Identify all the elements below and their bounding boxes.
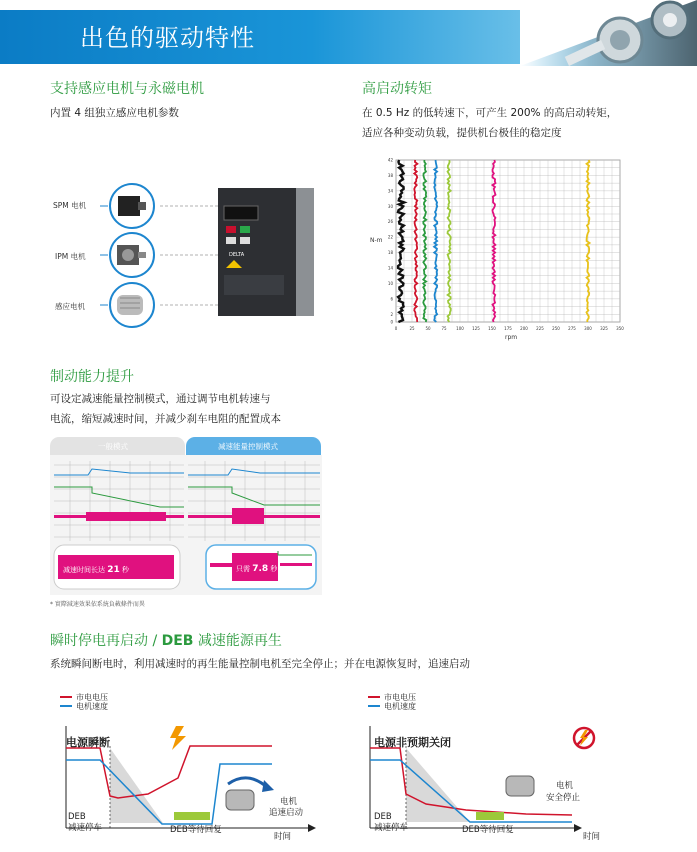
torque-desc-line2: 适应各种变动负载，提供机台极佳的稳定度 <box>362 127 562 139</box>
lightning-icon <box>170 726 186 750</box>
page-title: 出色的驱动特性 <box>80 24 255 52</box>
chart-x-tick: 275 <box>568 326 576 331</box>
chart-x-tick: 125 <box>472 326 480 331</box>
chart-y-tick: 38 <box>387 172 393 178</box>
chart-x-tick: 350 <box>616 326 624 331</box>
chart-x-tick: 75 <box>441 326 447 331</box>
chart-x-tick: 175 <box>504 326 512 331</box>
chart-y-tick: 0 <box>390 319 393 325</box>
left-legend-voltage: 市电电压 <box>76 693 108 702</box>
chart-y-tick: 30 <box>387 203 393 209</box>
energy-mode-label: 减速能量控制模式 <box>218 442 278 451</box>
left-deb-label-line2: 减速停车 <box>68 823 103 833</box>
chart-x-tick: 150 <box>488 326 496 331</box>
chart-x-tick: 50 <box>425 326 431 331</box>
page-banner <box>0 0 697 66</box>
chart-y-tick: 34 <box>387 188 393 194</box>
chart-xlabel: rpm <box>505 334 518 341</box>
right-deb-label-line1: DEB <box>374 812 392 822</box>
chart-y-tick: 26 <box>387 219 393 225</box>
braking-section-title: 制动能力提升 <box>50 369 134 385</box>
right-motor-line2: 安全停止 <box>546 793 581 803</box>
chart-y-tick: 22 <box>387 234 393 240</box>
chart-y-tick: 14 <box>387 265 393 271</box>
deb-section-desc: 系统瞬间断电时，利用减速时的再生能量控制电机至完全停止；并在电源恢复时，追速启动 <box>50 658 470 670</box>
torque-desc-line1: 在 0.5 Hz 的低转速下，可产生 200% 的高启动转矩， <box>362 107 618 119</box>
motor-stop-icon <box>506 776 534 796</box>
chart-ylabel: N-m <box>370 237 383 244</box>
chart-x-tick: 25 <box>409 326 415 331</box>
left-motor-line2: 追速启动 <box>269 808 304 818</box>
deb-section-title: 瞬时停电再启动 / DEB 减速能源再生 <box>50 633 282 649</box>
right-motor-line1: 电机 <box>556 781 574 791</box>
general-mode-label: 一般模式 <box>98 442 128 451</box>
chart-y-tick: 18 <box>387 250 393 256</box>
energy-mode-note: 只需 7.8 秒 <box>236 564 278 574</box>
motor-label-ipm: IPM 电机 <box>55 252 86 261</box>
chart-x-tick: 250 <box>552 326 560 331</box>
motor-label-spm: SPM 电机 <box>53 201 87 210</box>
motor-section-desc: 内置 4 组独立感应电机参数 <box>50 107 179 119</box>
right-legend-swatches <box>368 692 382 712</box>
chart-y-tick: 42 <box>387 157 393 163</box>
left-diagram-title: 电源瞬断 <box>66 736 110 749</box>
chart-x-tick: 200 <box>520 326 528 331</box>
chart-x-tick: 0 <box>394 326 398 331</box>
chart-y-tick: 6 <box>390 296 393 302</box>
right-wait-label: DEB等待回复 <box>462 825 514 835</box>
chart-y-tick: 2 <box>390 311 393 317</box>
right-diagram-title: 电源非预期关闭 <box>374 736 451 749</box>
right-time-label: 时间 <box>583 832 601 842</box>
banner-bar <box>0 10 520 64</box>
left-legend-speed: 电机速度 <box>76 702 108 711</box>
left-wait-label: DEB等待回复 <box>170 825 222 835</box>
torque-section-title: 高启动转矩 <box>362 81 432 97</box>
gear-machine-image <box>470 0 697 66</box>
motor-section-title: 支持感应电机与永磁电机 <box>50 81 204 97</box>
drive-brand: DELTA <box>229 252 245 258</box>
motor-drive-diagram <box>100 180 330 330</box>
general-mode-note: 减速时间长达 21 秒 <box>63 565 129 575</box>
left-deb-label-line1: DEB <box>68 812 86 822</box>
left-legend-swatches <box>60 692 74 712</box>
ipm-motor-icon <box>110 233 154 277</box>
chart-y-tick: 10 <box>387 280 393 286</box>
chart-x-tick: 300 <box>584 326 592 331</box>
right-legend-voltage: 市电电压 <box>384 693 416 702</box>
braking-desc-line2: 电流，缩短减速时间，并减少刹车电阻的配置成本 <box>50 413 281 425</box>
induction-motor-icon <box>110 283 154 327</box>
braking-desc-line1: 可设定减速能量控制模式，通过调节电机转速与 <box>50 393 271 405</box>
torque-chart <box>378 152 628 332</box>
right-legend-speed: 电机速度 <box>384 702 416 711</box>
braking-footnote: * 實際減速效果依系統負載條件而異 <box>50 601 145 608</box>
spm-motor-icon <box>110 184 154 228</box>
motor-restart-icon <box>226 790 254 810</box>
chart-x-tick: 100 <box>456 326 464 331</box>
right-deb-label-line2: 减速停车 <box>374 823 409 833</box>
left-time-label: 时间 <box>274 832 292 842</box>
motor-label-induction: 感应电机 <box>55 302 85 311</box>
left-motor-line1: 电机 <box>280 797 298 807</box>
no-power-icon <box>574 728 594 748</box>
chart-x-tick: 225 <box>536 326 544 331</box>
chart-x-tick: 325 <box>600 326 608 331</box>
